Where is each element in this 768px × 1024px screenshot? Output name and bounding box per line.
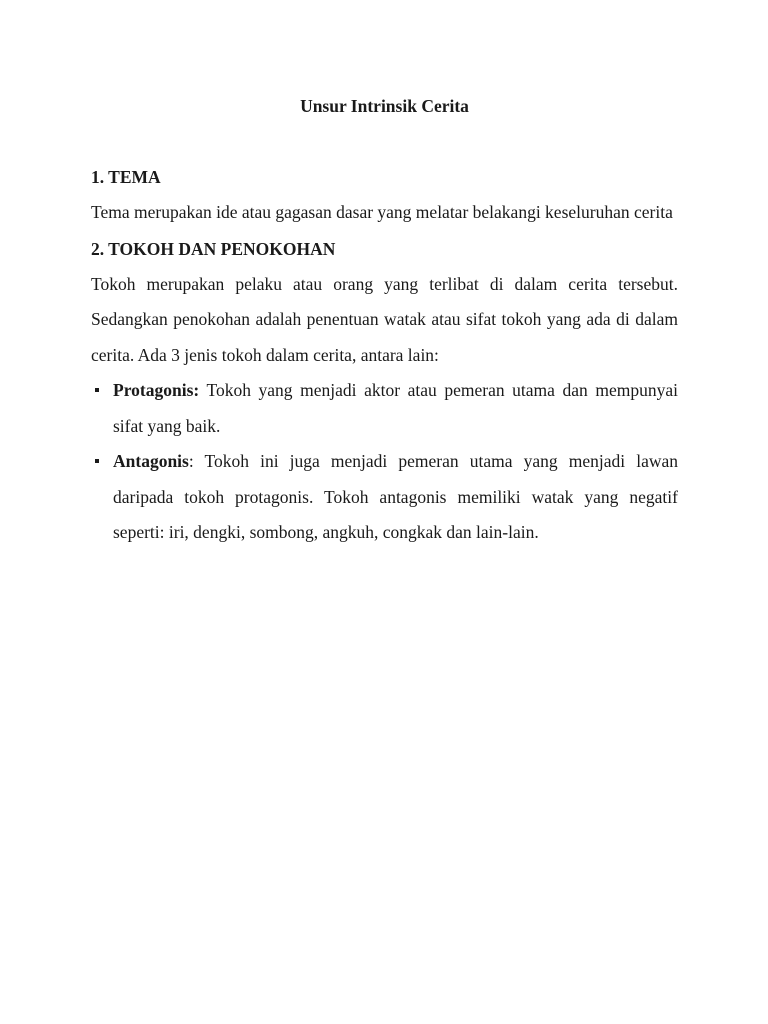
square-bullet-icon <box>95 459 99 463</box>
section-heading-tokoh: 2. TOKOH DAN PENOKOHAN <box>91 238 336 259</box>
spacer <box>91 124 678 159</box>
section-heading-tema: 1. TEMA <box>91 167 161 187</box>
list-item-text: Tokoh yang menjadi aktor atau pemeran utama dan mempunyai sifat yang baik. <box>113 380 678 436</box>
list-item-term: Antagonis <box>113 451 189 471</box>
section-paragraph-tema: Tema merupakan ide atau gagasan dasar yang melatar belakangi keseluruhan cerita <box>91 202 673 222</box>
list-item-protagonis <box>91 373 678 444</box>
character-type-list <box>91 373 678 551</box>
document-title: Unsur Intrinsik Cerita <box>300 96 469 116</box>
list-item-term: Protagonis: <box>113 380 200 400</box>
square-bullet-icon <box>95 388 99 392</box>
list-item-antagonis <box>91 444 678 551</box>
section-paragraph-tokoh: Tokoh merupakan pelaku atau orang yang terlibat di dalam cerita tersebut. Sedangkan penokohan adalah penentuan watak atau sifat tokoh yang ada di dalam cerita. Ada 3 jenis tokoh dalam cerita, antara lain: <box>91 273 678 365</box>
document-page <box>91 88 678 551</box>
list-item-text: : Tokoh ini juga menjadi pemeran utama yang menjadi lawan daripada tokoh protagonis. Tokoh antagonis memiliki watak yang negatif seperti: iri, dengki, sombong, angkuh, congkak dan lain-lain. <box>113 451 678 542</box>
